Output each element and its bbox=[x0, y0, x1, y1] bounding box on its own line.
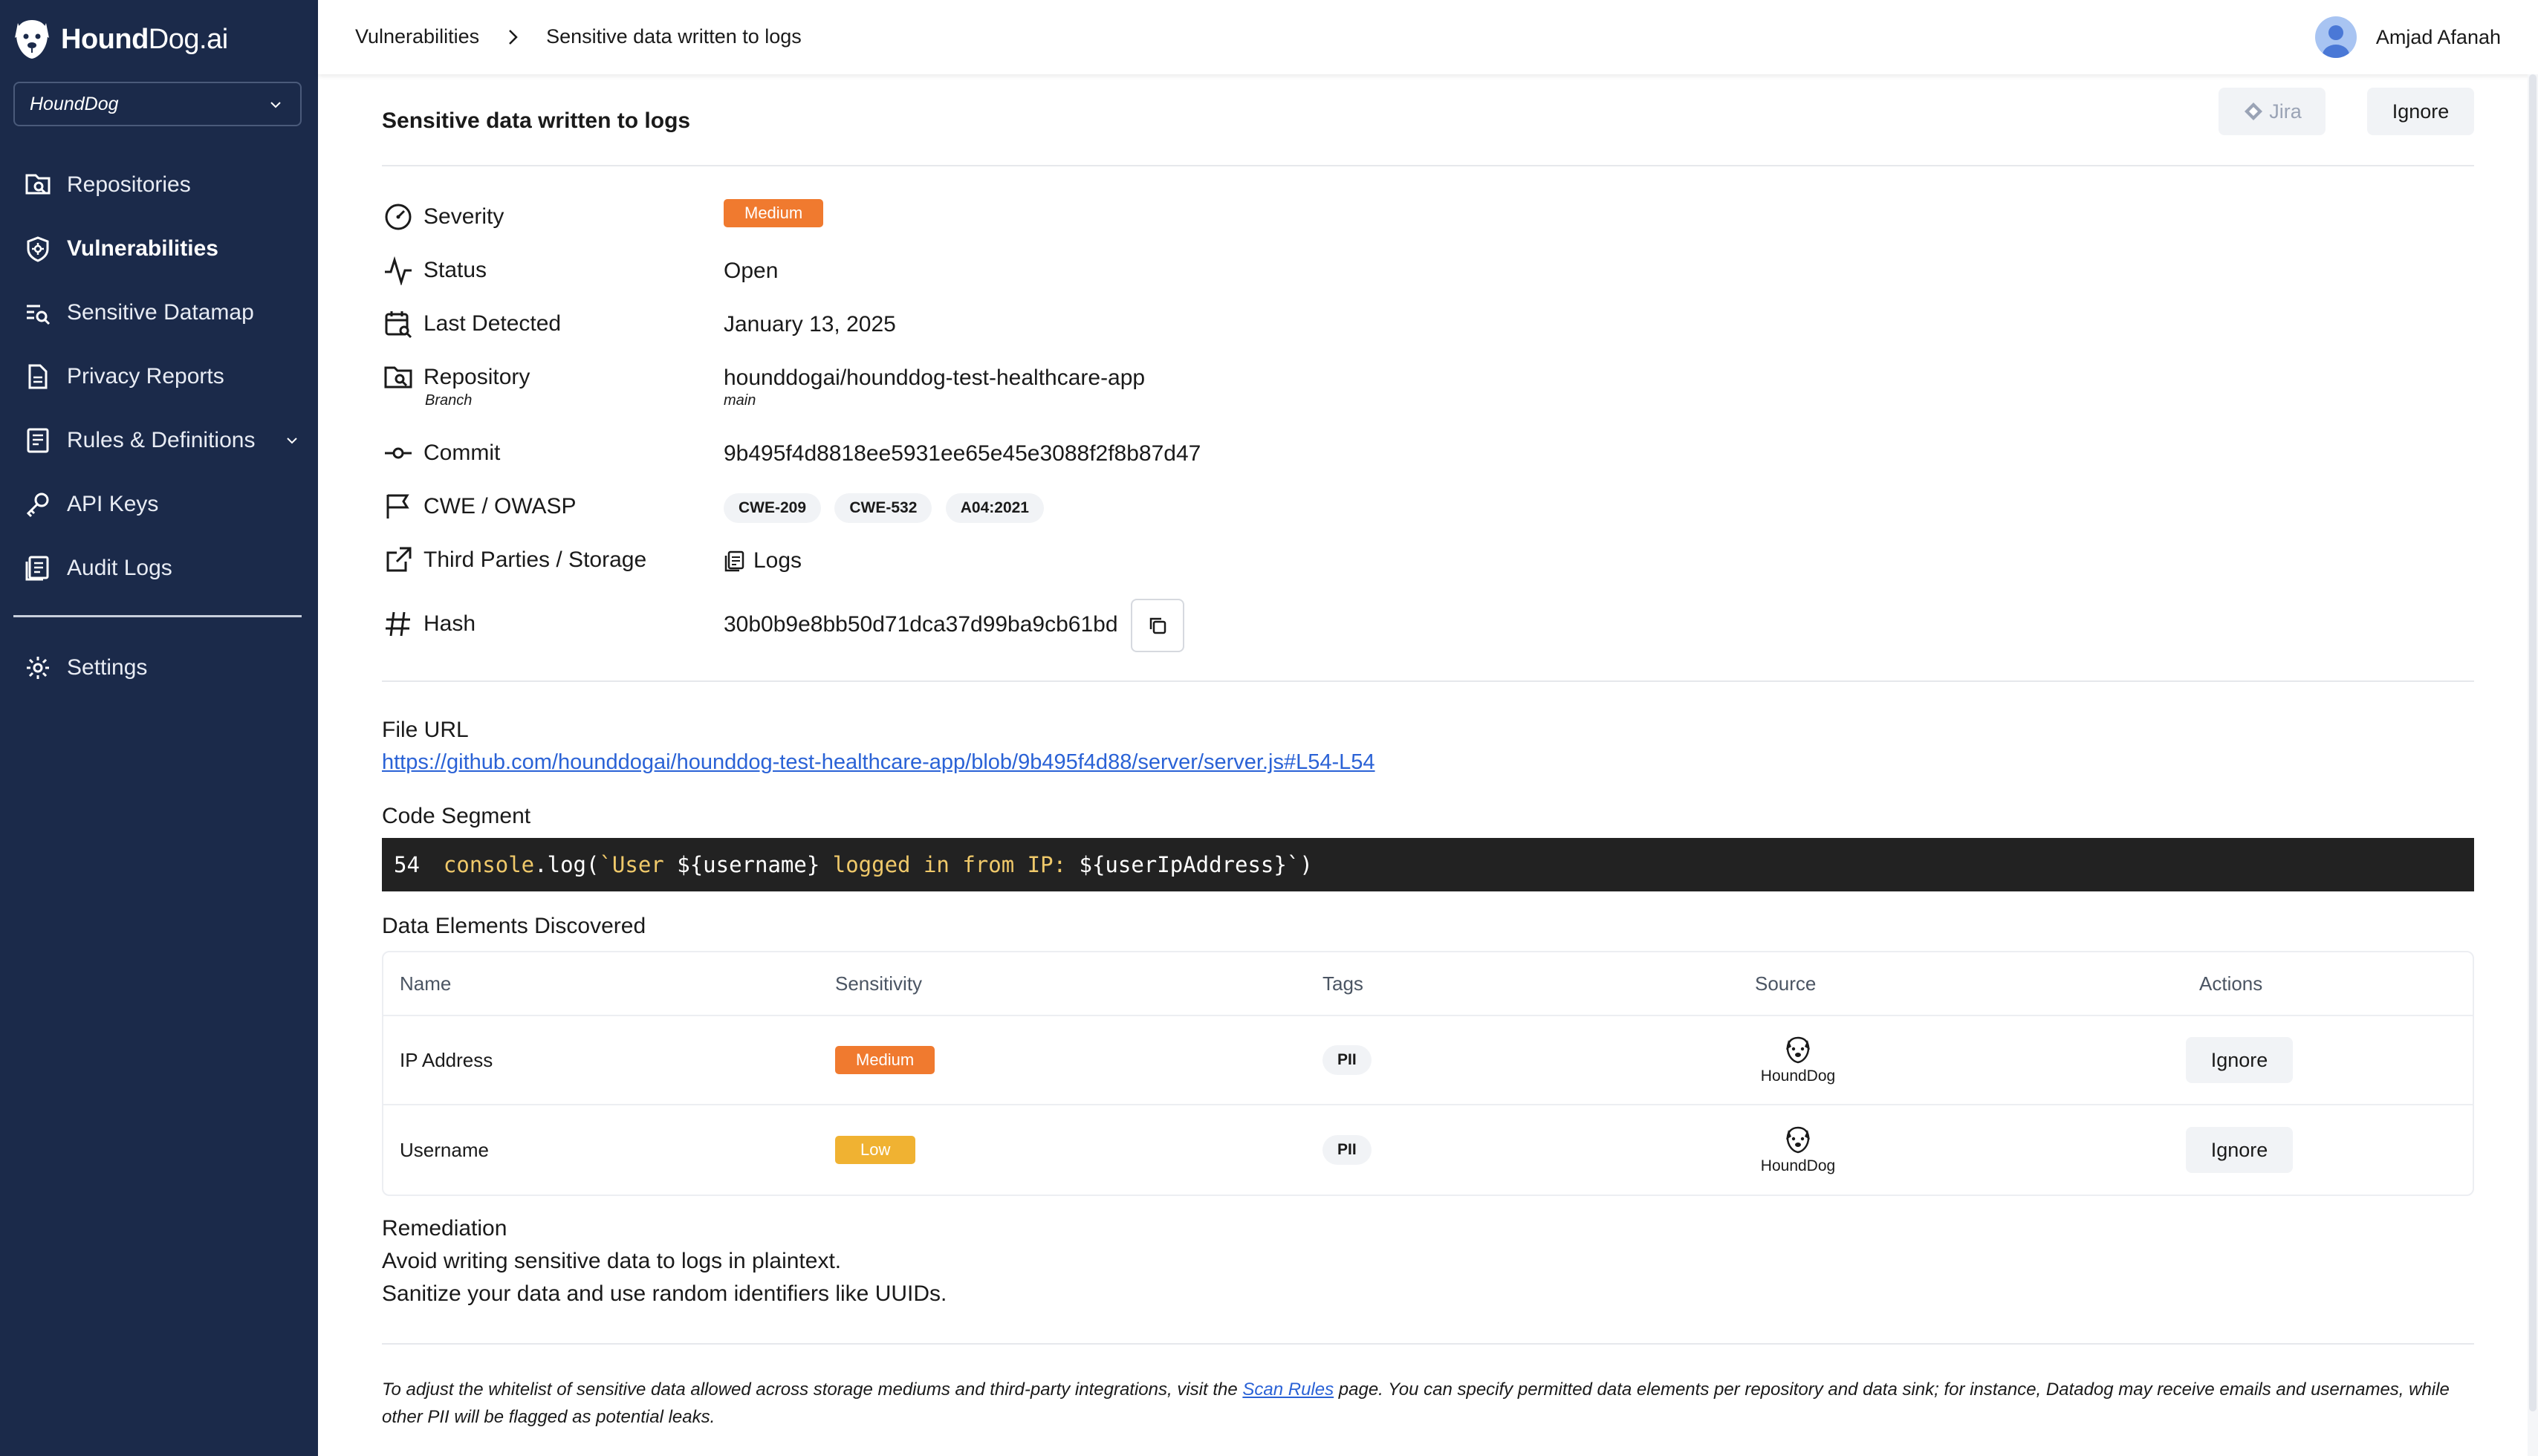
sidebar bbox=[0, 0, 318, 1456]
divider bbox=[382, 680, 2474, 682]
sidebar-settings-group bbox=[0, 636, 318, 700]
owasp-tag: A04:2021 bbox=[946, 493, 1044, 523]
cwe-tag: CWE-209 bbox=[724, 493, 821, 523]
hounddog-logo-icon bbox=[1783, 1125, 1813, 1154]
commit-label: Commit bbox=[423, 441, 501, 465]
repo-search-icon bbox=[382, 361, 415, 394]
row-name: IP Address bbox=[400, 1048, 493, 1071]
column-header-name[interactable]: Name bbox=[400, 972, 452, 995]
calendar-search-icon bbox=[382, 308, 415, 340]
commit-icon bbox=[382, 437, 415, 469]
org-select[interactable] bbox=[13, 82, 302, 126]
table-row bbox=[383, 1016, 2473, 1105]
status-label-group bbox=[382, 254, 487, 287]
tag-chip: PII bbox=[1322, 1135, 1372, 1165]
user-name: Amjad Afanah bbox=[2375, 25, 2501, 48]
hash-icon bbox=[382, 608, 415, 640]
remediation-section bbox=[382, 1212, 947, 1310]
jira-button[interactable] bbox=[2219, 88, 2326, 135]
hash-row bbox=[382, 602, 2474, 646]
ignore-button[interactable]: Ignore bbox=[2367, 88, 2474, 135]
severity-value bbox=[724, 199, 823, 227]
severity-label: Severity bbox=[423, 204, 504, 229]
column-header-sensitivity[interactable]: Sensitivity bbox=[835, 972, 923, 995]
source-label: HoundDog bbox=[1760, 1157, 1836, 1174]
third-parties-label: Third Parties / Storage bbox=[423, 547, 647, 572]
tag-chip: PII bbox=[1322, 1045, 1372, 1075]
ignore-row-button[interactable]: Ignore bbox=[2186, 1037, 2293, 1083]
breadcrumb-item-vulnerabilities[interactable]: Vulnerabilities bbox=[355, 25, 480, 48]
remediation-line: Sanitize your data and use random identifiers like UUIDs. bbox=[382, 1281, 947, 1306]
status-label: Status bbox=[423, 258, 487, 282]
third-parties-text: Logs bbox=[753, 548, 802, 573]
code-line-number: 54 bbox=[394, 852, 420, 877]
status-value: Open bbox=[724, 259, 779, 283]
sidebar-item-label: Settings bbox=[67, 655, 148, 680]
external-link-icon bbox=[382, 544, 415, 576]
copy-icon bbox=[1146, 614, 1169, 637]
footnote bbox=[382, 1376, 2474, 1431]
logs-icon bbox=[724, 550, 746, 572]
row-sensitivity bbox=[835, 1105, 915, 1195]
hounddog-logo-icon bbox=[1783, 1035, 1813, 1065]
scrollbar-thumb[interactable] bbox=[2529, 74, 2537, 1411]
last-detected-row bbox=[382, 302, 2474, 346]
row-sensitivity bbox=[835, 1016, 935, 1104]
remediation-line: Avoid writing sensitive data to logs in plaintext. bbox=[382, 1249, 842, 1273]
user-menu[interactable] bbox=[2315, 16, 2501, 58]
sidebar-item-rules-definitions[interactable] bbox=[0, 409, 318, 472]
cwe-tag: CWE-532 bbox=[834, 493, 932, 523]
repository-value: hounddogai/hounddog-test-healthcare-app bbox=[724, 365, 1146, 390]
sidebar-item-vulnerabilities[interactable] bbox=[0, 217, 318, 281]
file-url-link[interactable]: https://github.com/hounddogai/hounddog-test-healthcare-app/blob/9b495f4d88/server/server.js#L54-L54 bbox=[382, 750, 1375, 774]
row-source bbox=[1736, 1105, 1860, 1195]
footnote-text: To adjust the whitelist of sensitive data allowed across storage mediums and third-party integrations, visit the bbox=[382, 1379, 1243, 1400]
breadcrumb bbox=[355, 25, 802, 48]
last-detected-label: Last Detected bbox=[423, 311, 562, 336]
sidebar-item-settings[interactable] bbox=[0, 636, 318, 700]
jira-icon bbox=[2242, 100, 2265, 123]
code-token: ` bbox=[599, 852, 612, 877]
org-select-value: HoundDog bbox=[30, 93, 119, 114]
code-token: User bbox=[611, 852, 678, 877]
sidebar-nav bbox=[0, 153, 318, 600]
code-token: ${userIpAddress} bbox=[1079, 852, 1287, 877]
source-label: HoundDog bbox=[1760, 1067, 1836, 1085]
sidebar-divider bbox=[13, 615, 302, 617]
sidebar-item-api-keys[interactable] bbox=[0, 472, 318, 536]
code-block bbox=[382, 838, 2474, 891]
commit-row bbox=[382, 431, 2474, 475]
sidebar-item-label: Rules & Definitions bbox=[67, 428, 256, 452]
avatar bbox=[2315, 16, 2357, 58]
third-parties-label-group bbox=[382, 544, 646, 576]
breadcrumb-item-current: Sensitive data written to logs bbox=[546, 25, 802, 48]
repo-search-icon bbox=[24, 171, 52, 199]
hounddog-logo-icon bbox=[12, 17, 52, 62]
branch-label: Branch bbox=[425, 392, 473, 409]
severity-badge: Medium bbox=[724, 199, 823, 227]
data-elements-label: Data Elements Discovered bbox=[382, 914, 646, 938]
sidebar-item-label: Vulnerabilities bbox=[67, 236, 218, 261]
status-row bbox=[382, 248, 2474, 293]
sensitivity-badge: Low bbox=[835, 1136, 915, 1164]
branch-value: main bbox=[724, 392, 756, 409]
jira-button-label: Jira bbox=[2269, 100, 2302, 123]
logo-text: HoundDog.ai bbox=[61, 23, 228, 55]
report-icon bbox=[24, 363, 52, 391]
code-token: log( bbox=[547, 852, 600, 877]
page-title: Sensitive data written to logs bbox=[382, 108, 691, 133]
chevron-down-icon bbox=[267, 97, 284, 113]
column-header-actions[interactable]: Actions bbox=[2199, 972, 2263, 995]
datamap-icon bbox=[24, 299, 52, 327]
code-token: logged in from IP: bbox=[820, 852, 1080, 877]
hash-label-group bbox=[382, 608, 476, 640]
code-token: console bbox=[443, 852, 535, 877]
severity-label-group bbox=[382, 201, 504, 233]
row-actions bbox=[2186, 1016, 2293, 1104]
activity-icon bbox=[382, 254, 415, 287]
commit-value: 9b495f4d8818ee5931ee65e45e3088f2f8b87d47 bbox=[724, 441, 1201, 466]
logs-icon bbox=[24, 554, 52, 582]
sidebar-item-label: Sensitive Datamap bbox=[67, 300, 254, 325]
third-parties-value bbox=[724, 548, 802, 573]
commit-label-group bbox=[382, 437, 500, 469]
column-header-tags[interactable]: Tags bbox=[1322, 972, 1363, 995]
row-tags bbox=[1322, 1016, 1379, 1104]
cwe-tags bbox=[724, 493, 1051, 523]
book-icon bbox=[24, 426, 52, 455]
logo[interactable] bbox=[12, 13, 228, 65]
hash-label: Hash bbox=[423, 611, 476, 636]
cwe-label: CWE / OWASP bbox=[423, 494, 577, 519]
severity-row bbox=[382, 195, 2474, 239]
code-token: ${username} bbox=[677, 852, 820, 877]
sidebar-item-label: API Keys bbox=[67, 492, 159, 516]
divider bbox=[382, 1343, 2474, 1345]
repository-label: Repository bbox=[423, 365, 530, 389]
table-header bbox=[383, 952, 2473, 1016]
row-actions bbox=[2186, 1105, 2293, 1195]
code-segment-label: Code Segment bbox=[382, 804, 531, 828]
chevron-right-icon bbox=[504, 26, 521, 48]
column-header-source[interactable]: Source bbox=[1755, 972, 1817, 995]
sidebar-item-privacy-reports[interactable] bbox=[0, 345, 318, 409]
sidebar-item-audit-logs[interactable] bbox=[0, 536, 318, 600]
row-source bbox=[1736, 1016, 1860, 1104]
sidebar-item-label: Privacy Reports bbox=[67, 364, 224, 389]
title-row bbox=[382, 86, 2474, 146]
data-elements-table bbox=[382, 951, 2474, 1196]
shield-icon bbox=[24, 235, 52, 263]
table-row bbox=[383, 1105, 2473, 1195]
sidebar-item-label: Repositories bbox=[67, 172, 191, 197]
sidebar-item-repositories[interactable] bbox=[0, 153, 318, 217]
copy-hash-button[interactable] bbox=[1131, 599, 1184, 652]
code-token: `) bbox=[1286, 852, 1313, 877]
top-bar bbox=[318, 0, 2538, 74]
gear-icon bbox=[24, 654, 52, 682]
footnote-text: page. You can specify permitted data elements per repository and data sink; for instance, Datadog may receive emails and usernames, while other PII will be flagged as potential leaks. bbox=[382, 1379, 2450, 1427]
last-detected-label-group bbox=[382, 308, 561, 340]
repository-row bbox=[382, 355, 2474, 419]
gauge-icon bbox=[382, 201, 415, 233]
last-detected-value: January 13, 2025 bbox=[724, 312, 896, 337]
cwe-row bbox=[382, 484, 2474, 529]
cwe-label-group bbox=[382, 490, 577, 523]
row-tags bbox=[1322, 1105, 1379, 1195]
file-url-label: File URL bbox=[382, 718, 469, 742]
chevron-down-icon[interactable] bbox=[284, 432, 300, 449]
remediation-label: Remediation bbox=[382, 1216, 507, 1241]
repository-label-group bbox=[382, 361, 530, 394]
flag-icon bbox=[382, 490, 415, 523]
sidebar-item-sensitive-datamap[interactable] bbox=[0, 281, 318, 345]
third-parties-row bbox=[382, 538, 2474, 582]
divider bbox=[382, 165, 2474, 166]
ignore-row-button[interactable]: Ignore bbox=[2186, 1127, 2293, 1173]
code-token: . bbox=[534, 852, 548, 877]
sidebar-item-label: Audit Logs bbox=[67, 556, 172, 580]
hash-value: 30b0b9e8bb50d71dca37d99ba9cb61bd bbox=[724, 612, 1118, 637]
key-icon bbox=[24, 490, 52, 519]
sensitivity-badge: Medium bbox=[835, 1046, 935, 1074]
row-name: Username bbox=[400, 1138, 489, 1161]
scan-rules-link[interactable]: Scan Rules bbox=[1242, 1379, 1334, 1400]
